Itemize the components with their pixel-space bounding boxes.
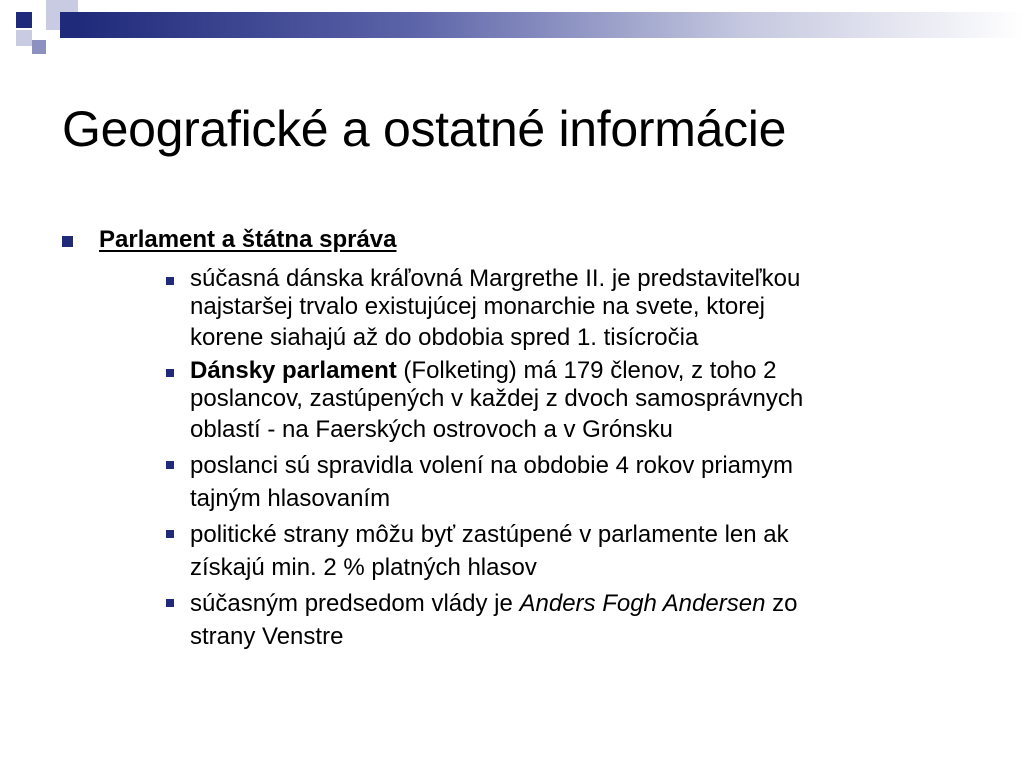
item-line: najstaršej trvalo existujúcej monarchie na svete, ktorej: [190, 293, 765, 320]
item-text: súčasným predsedom vlády je: [190, 590, 520, 617]
decor-square: [60, 12, 78, 38]
item-line: získajú min. 2 % platných hlasov: [190, 554, 537, 581]
list-item: [166, 265, 946, 354]
item-line: [190, 357, 946, 385]
bold-text: Dánsky parlament: [190, 357, 397, 384]
item-line: súčasná dánska kráľovná Margrethe II. je predstaviteľkou: [190, 265, 801, 292]
list-item: [166, 518, 946, 584]
item-line: poslancov, zastúpených v každej z dvoch samosprávnych: [190, 385, 804, 412]
list-item: [166, 449, 946, 515]
square-bullet-icon: [166, 277, 174, 285]
section-heading: Parlament a štátna správa: [99, 226, 397, 253]
item-line: oblastí - na Faerských ostrovoch a v Grónsku: [190, 416, 673, 443]
bullet-list: [166, 265, 946, 656]
section-heading-row: [62, 226, 396, 254]
list-item: [166, 587, 946, 653]
square-bullet-icon: [166, 369, 174, 377]
decor-square: [32, 40, 46, 54]
item-line: tajným hlasovaním: [190, 485, 391, 512]
item-line: strany Venstre: [190, 623, 344, 650]
square-bullet-icon: [166, 599, 174, 607]
item-text: (Folketing) má 179 členov, z toho 2: [396, 357, 777, 384]
gradient-band: [78, 12, 1024, 38]
italic-name: Anders Fogh Andersen: [519, 590, 766, 617]
item-line: [190, 587, 946, 620]
item-line: politické strany môžu byť zastúpené v parlamente len ak: [190, 521, 789, 548]
square-bullet-icon: [62, 236, 73, 247]
list-item: [166, 357, 946, 446]
decor-square: [16, 30, 32, 46]
item-text: zo: [765, 590, 798, 617]
item-line: poslanci sú spravidla volení na obdobie 4 rokov priamym: [190, 452, 793, 479]
item-line: korene siahajú až do obdobia spred 1. tisícročia: [190, 324, 699, 351]
square-bullet-icon: [166, 461, 174, 469]
square-bullet-icon: [166, 530, 174, 538]
slide-title: Geografické a ostatné informácie: [62, 101, 787, 157]
decor-square: [16, 12, 32, 28]
header-decoration: [0, 0, 1024, 60]
